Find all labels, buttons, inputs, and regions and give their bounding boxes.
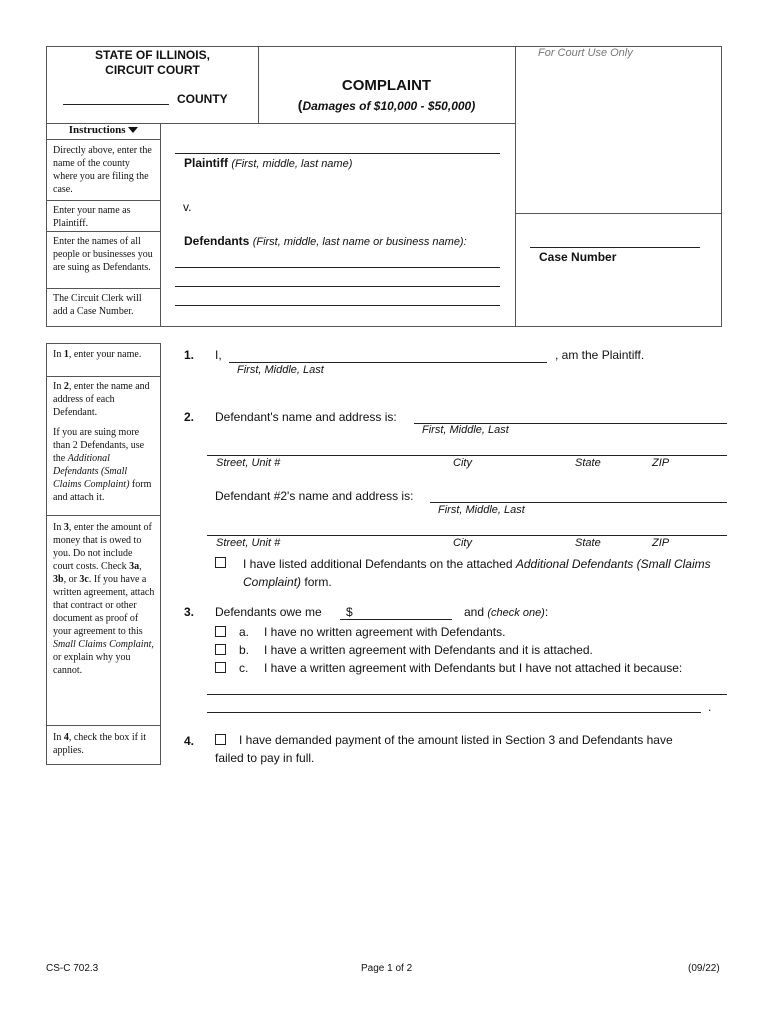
instr-name: Enter your name as Plaintiff. [53, 205, 131, 229]
option-b-checkbox[interactable] [215, 644, 226, 655]
plaintiff-label: Plaintiff [184, 156, 228, 170]
option-a-checkbox[interactable] [215, 626, 226, 637]
s3-d: , or [63, 574, 80, 585]
s2b-ital: Additional Defendants (Small Claims Complaint) [53, 453, 130, 490]
section3-number: 3. [184, 605, 195, 619]
versus-label: v. [183, 200, 192, 214]
s1-post: , enter your name. [68, 349, 142, 360]
court-use-label: For Court Use Only [538, 47, 633, 59]
side-instr-3 [53, 521, 155, 677]
explanation-period: . [708, 700, 712, 714]
explanation-input-1[interactable] [207, 694, 727, 695]
case-number-label: Case Number [539, 250, 617, 264]
s3-b1: 3a [129, 561, 140, 572]
option-b-text: I have a written agreement with Defendants and it is attached. [264, 643, 593, 657]
subtitle-text: Damages of $10,000 - $50,000) [302, 99, 476, 113]
side-instr-4 [53, 731, 155, 757]
instructions-heading-text: Instructions [68, 124, 126, 136]
def2-address-input[interactable] [207, 535, 727, 536]
dollar-sign: $ [346, 605, 353, 619]
additional-defendants-text [243, 555, 713, 591]
section1-prefix: I, [215, 348, 222, 362]
def2-name-hint: First, Middle, Last [438, 504, 525, 516]
def1-street-hint: Street, Unit # [216, 457, 281, 469]
def1-address-input[interactable] [207, 455, 727, 456]
def1-label: Defendant's name and address is: [215, 410, 397, 424]
s4-pre: In [53, 732, 64, 743]
instr-divider-3 [46, 288, 161, 289]
plaintiff-hint: (First, middle, last name) [231, 158, 353, 170]
s1-pre: In [53, 349, 64, 360]
plaintiff-name-input[interactable] [229, 362, 547, 363]
option-c-checkbox[interactable] [215, 662, 226, 673]
court-use-divider [515, 46, 516, 327]
section4-text2: failed to pay in full. [215, 751, 315, 765]
def2-name-input[interactable] [430, 502, 727, 503]
side-instr-2b [53, 426, 155, 504]
section2-number: 2. [184, 410, 195, 424]
s3-b2: 3b [53, 574, 64, 585]
instr-county: Directly above, enter the name of the county where you are filing the case. [53, 145, 152, 195]
s3-c: , [139, 561, 142, 572]
s4-post: , check the box if it applies. [53, 732, 147, 756]
county-input[interactable] [63, 104, 169, 105]
s1-num: 1 [63, 349, 69, 360]
def2-state-hint: State [575, 537, 601, 549]
county-label: COUNTY [177, 92, 228, 106]
option-b-letter: b. [239, 643, 250, 657]
additional-post: form. [301, 575, 332, 589]
side-divider-1 [46, 376, 161, 377]
defendants-label: Defendants [184, 234, 250, 248]
form-subtitle [258, 97, 515, 113]
case-number-input[interactable] [530, 247, 700, 248]
and-check-one [464, 605, 548, 619]
s3-num: 3 [63, 522, 69, 533]
s3-ital: Small Claims Complaint, [53, 639, 154, 650]
additional-text: I have listed additional Defendants on the attached [243, 557, 516, 571]
instr-divider-2 [46, 231, 161, 232]
def2-zip-hint: ZIP [652, 537, 670, 549]
revision-date: (09/22) [688, 963, 720, 974]
option-a-text: I have no written agreement with Defendants. [264, 625, 506, 639]
additional-defendants-checkbox[interactable] [215, 557, 226, 568]
s2-num: 2 [63, 381, 69, 392]
state-line1: STATE OF ILLINOIS, [95, 48, 210, 62]
form-code: CS-C 702.3 [46, 963, 99, 974]
defendants-hint: (First, middle, last name or business name): [252, 236, 467, 248]
court-use-line [515, 213, 722, 214]
instructions-heading [46, 124, 161, 136]
defendant-input-1[interactable] [175, 267, 500, 268]
s2b-post: form and attach it. [53, 479, 152, 503]
additional-ital: Additional Defendants (Small Claims Complaint) [243, 557, 711, 589]
def1-state-hint: State [575, 457, 601, 469]
option-a-letter: a. [239, 625, 250, 639]
def1-zip-hint: ZIP [652, 457, 670, 469]
side-instr-1 [53, 348, 155, 361]
s2-post: , enter the name and address of each Defendant. [53, 381, 150, 418]
section4-text1: I have demanded payment of the amount listed in Section 3 and Defendants have [239, 733, 673, 747]
s3-a: , enter the amount of money that is owed to you. Do not include court costs. Check [53, 522, 152, 572]
side-divider-2 [46, 515, 161, 516]
s4-num: 4 [63, 732, 69, 743]
subtitle-paren: ( [297, 97, 303, 113]
check-one-label: (check one) [487, 607, 545, 619]
instr-defendants: Enter the names of all people or businesses you are suing as Defendants. [53, 236, 153, 273]
demanded-payment-checkbox[interactable] [215, 734, 226, 745]
def1-city-hint: City [453, 457, 472, 469]
form-title: COMPLAINT [341, 77, 432, 94]
option-c-letter: c. [239, 661, 249, 675]
plaintiff-input[interactable] [175, 153, 500, 154]
defendant-input-2[interactable] [175, 286, 500, 287]
check-one-colon: : [544, 605, 549, 619]
s3-pre: In [53, 522, 64, 533]
side-instr-2 [53, 380, 155, 419]
caret-down-icon[interactable] [128, 127, 138, 133]
side-divider-3 [46, 725, 161, 726]
def2-label: Defendant #2's name and address is: [215, 489, 414, 503]
def2-city-hint: City [453, 537, 472, 549]
page-number: Page 1 of 2 [361, 963, 413, 974]
def2-street-hint: Street, Unit # [216, 537, 281, 549]
section1-suffix: , am the Plaintiff. [555, 348, 645, 362]
defendant-input-3[interactable] [175, 305, 500, 306]
instr-case: The Circuit Clerk will add a Case Number. [53, 293, 142, 317]
owe-label: Defendants owe me [215, 605, 322, 619]
defendants-label-row [184, 234, 467, 248]
plaintiff-label-row [184, 156, 352, 170]
s2b-pre: If you are suing more than 2 Defendants, use the [53, 427, 145, 464]
instr-divider-0 [46, 139, 161, 140]
explanation-input-2[interactable] [207, 712, 701, 713]
instr-divider-1 [46, 200, 161, 201]
section1-number: 1. [184, 348, 195, 362]
s3-f: or explain why you cannot. [53, 652, 131, 676]
state-line2: CIRCUIT COURT [105, 63, 200, 77]
section4-number: 4. [184, 734, 195, 748]
s2-pre: In [53, 381, 64, 392]
def1-name-hint: First, Middle, Last [422, 424, 509, 436]
amount-input[interactable] [340, 619, 452, 620]
option-c-text: I have a written agreement with Defendants but I have not attached it because: [264, 661, 683, 675]
s3-b3: 3c [79, 574, 89, 585]
section1-hint: First, Middle, Last [237, 364, 324, 376]
s3-e: . If you have a written agreement, attach that contract or other document as proof of your agreement to this [53, 574, 155, 637]
and-label: and [464, 605, 485, 619]
